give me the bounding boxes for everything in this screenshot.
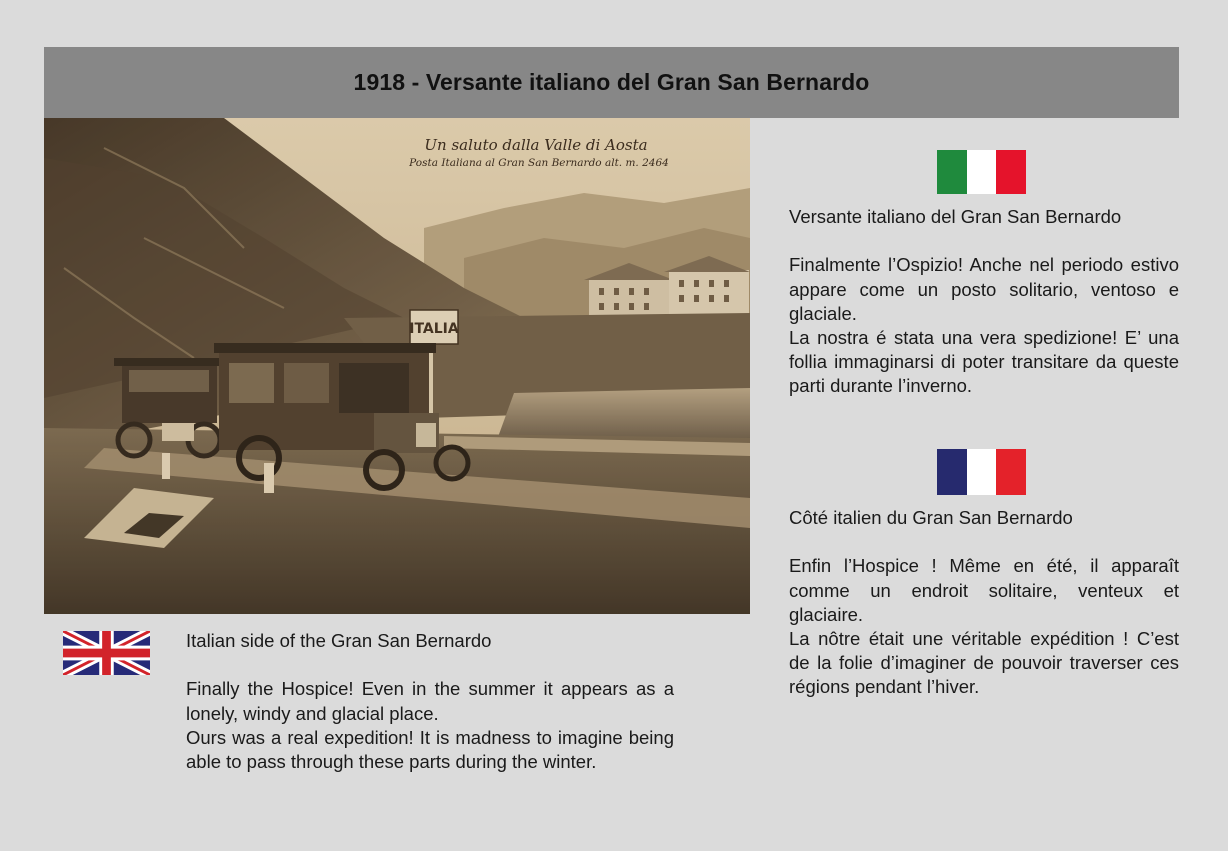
italia-sign-text: ITALIA [409, 321, 459, 337]
french-text-block [789, 506, 1179, 700]
header-bar [44, 47, 1179, 118]
historic-postcard-photo [44, 118, 750, 614]
italian-text-block [789, 205, 1179, 399]
italian-paragraph-2: La nostra é stata una vera spedizione! E’ una follia immaginarsi di poter transitare da queste parti durante l’inverno. [789, 327, 1179, 397]
france-flag-icon [937, 449, 1026, 495]
postcard-caption-line2: Posta Italiana al Gran San Bernardo alt. m. 2464 [409, 157, 669, 169]
postcard-caption-line1: Un saluto dalla Valle di Aosta [424, 136, 648, 154]
french-paragraph-1: Enfin l’Hospice ! Même en été, il apparaît comme un endroit solitaire, venteux et glaciaire. [789, 555, 1179, 625]
english-title: Italian side of the Gran San Bernardo [186, 630, 492, 651]
uk-flag-icon [63, 631, 150, 675]
italian-title: Versante italiano del Gran San Bernardo [789, 206, 1122, 227]
page-title: 1918 - Versante italiano del Gran San Bernardo [353, 69, 870, 95]
italy-flag-icon [937, 150, 1026, 194]
english-paragraph-2: Ours was a real expedition! It is madness to imagine being able to pass through these parts during the winter. [186, 726, 674, 772]
english-text-block [186, 629, 674, 774]
english-paragraph-1: Finally the Hospice! Even in the summer it appears as a lonely, windy and glacial place. [186, 678, 674, 724]
french-title: Côté italien du Gran San Bernardo [789, 507, 1073, 528]
french-paragraph-2: La nôtre était une véritable expédition ! C’est de la folie d’imaginer de pouvoir traverser ces régions pendant l’hiver. [789, 628, 1179, 698]
italian-paragraph-1: Finalmente l’Ospizio! Anche nel periodo estivo appare come un posto solitario, ventoso e glaciale. [789, 254, 1179, 324]
